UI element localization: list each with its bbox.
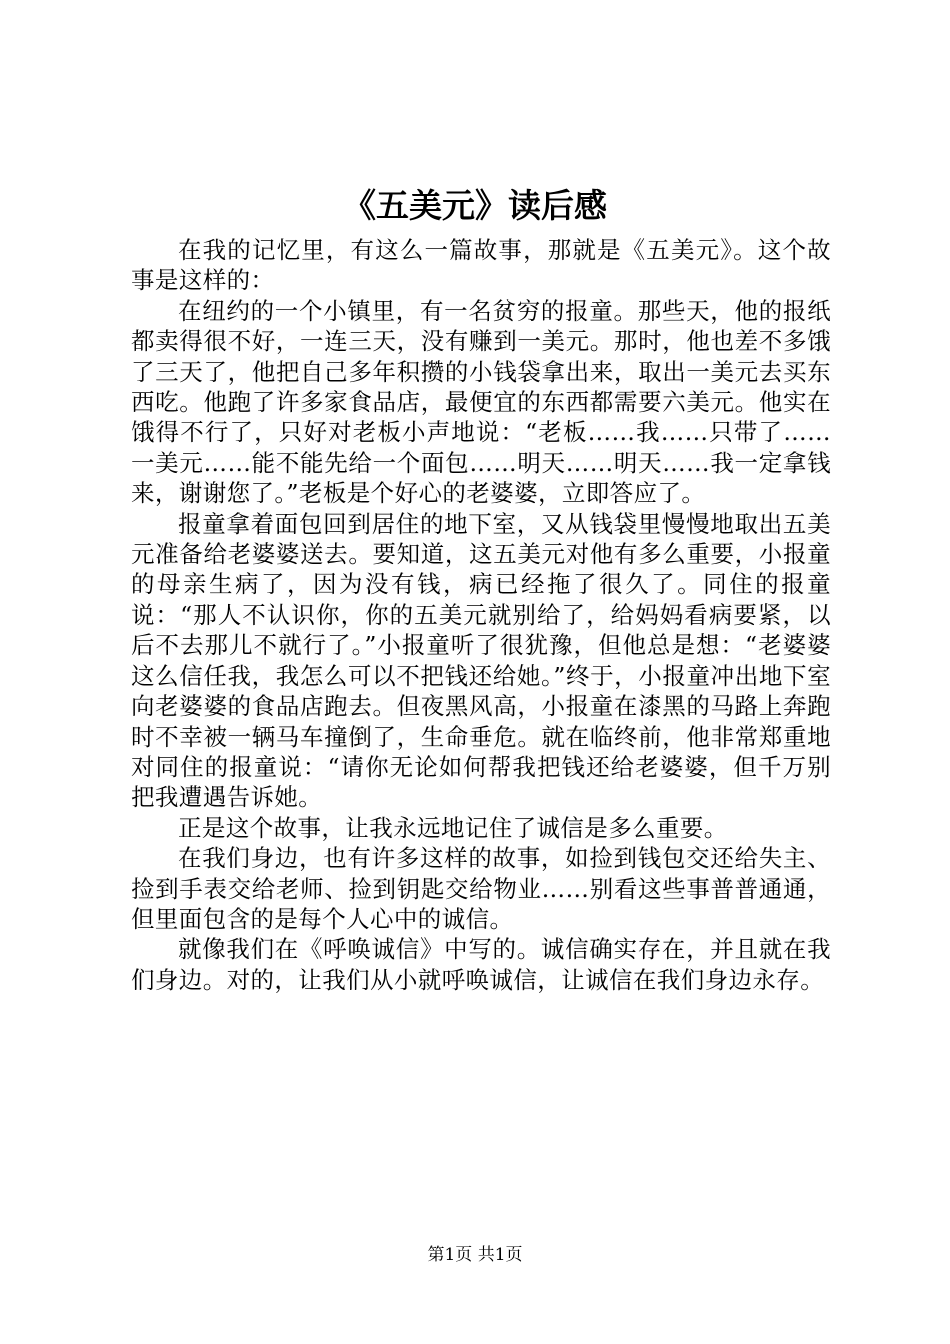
paragraph-2: 在纽约的一个小镇里，有一名贫穷的报童。那些天，他的报纸都卖得很不好，一连三天，没有赚到一美元。那时，他也差不多饿了三天了，他把自己多年积攒的小钱袋拿出来，取出一美元去买东西吃。他跑了许多家食品店，最便宜的东西都需要六美元。他实在饿得不行了，只好对老板小声地说：“老板……我……只带了……一美元……能不能先给一个面包……明天……明天……我一定拿钱来，谢谢您了。”老板是个好心的老婆婆，立即答应了。: [131, 296, 831, 508]
page-footer: 第1页 共1页: [427, 1245, 523, 1265]
paragraph-1: 在我的记忆里，有这么一篇故事，那就是《五美元》。这个故事是这样的：: [131, 236, 831, 295]
paragraph-4: 正是这个故事，让我永远地记住了诚信是多么重要。: [178, 813, 728, 842]
paragraph-3: 报童拿着面包回到居住的地下室，又从钱袋里慢慢地取出五美元准备给老婆婆送去。要知道，这五美元对他有多么重要，小报童的母亲生病了，因为没有钱，病已经拖了很久了。同住的报童说：“那人不认识你，你的五美元就别给了，给妈妈看病要紧，以后不去那儿不就行了。”小报童听了很犹豫，但他总是想：“老婆婆这么信任我，我怎么可以不把钱还给她。”终于，小报童冲出地下室向老婆婆的食品店跑去。但夜黑风高，小报童在漆黑的马路上奔跑时不幸被一辆马车撞倒了，生命垂危。就在临终前，他非常郑重地对同住的报童说：“请你无论如何帮我把钱还给老婆婆，但千万别把我遭遇告诉她。: [131, 509, 831, 812]
paragraph-5: 在我们身边，也有许多这样的故事，如捡到钱包交还给失主、捡到手表交给老师、捡到钥匙交给物业……别看这些事普普通通，但里面包含的是每个人心中的诚信。: [131, 844, 831, 933]
document-title: 《五美元》读后感: [343, 186, 607, 225]
paragraph-6: 就像我们在《呼唤诚信》中写的。诚信确实存在，并且就在我们身边。对的，让我们从小就呼唤诚信，让诚信在我们身边永存。: [131, 935, 831, 994]
document-body: [131, 235, 831, 995]
